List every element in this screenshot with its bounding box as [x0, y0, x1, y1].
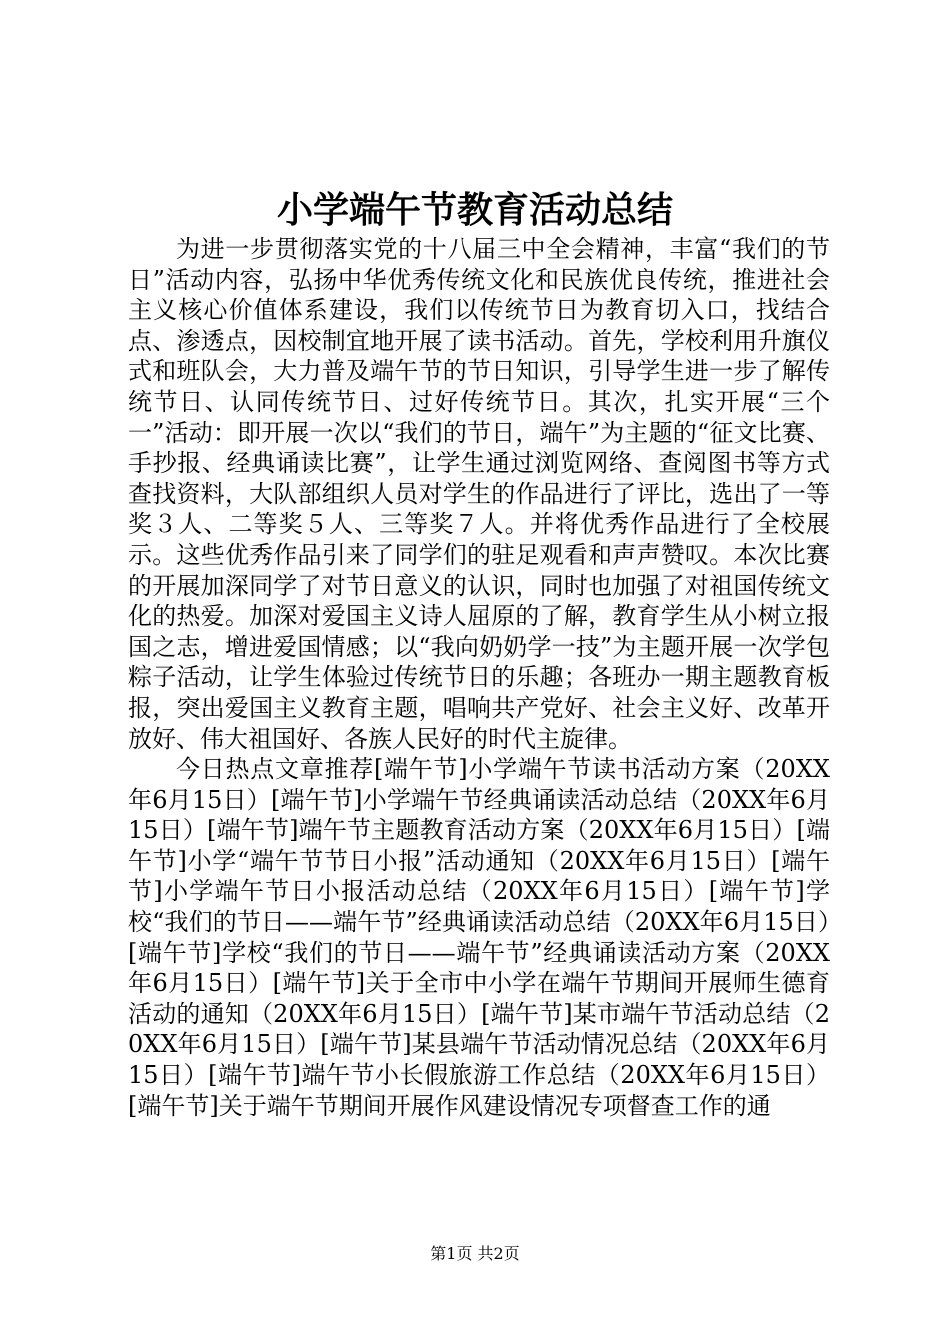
document-title: 小学端午节教育活动总结 — [276, 189, 673, 231]
body-paragraph-summary: 为进一步贯彻落实党的十八届三中全会精神，丰富“我们的节日”活动内容，弘扬中华优秀传统文化和民族优良传统，推进社会主义核心价值体系建设，我们以传统节日为教育切入口，找结合点、渗透点，因校制宜地开展了读书活动。首先，学校利用升旗仪式和班队会，大力普及端午节的节日知识，引导学生进一步了解传统节日、认同传统节日、过好传统节日。其次，扎实开展“三个一”活动：即开展一次以“我们的节日，端午”为主题的“征文比赛、手抄报、经典诵读比赛”，让学生通过浏览网络、查阅图书等方式查找资料，大队部组织人员对学生的作品进行了评比，选出了一等奖３人、二等奖５人、三等奖７人。并将优秀作品进行了全校展示。这些优秀作品引来了同学们的驻足观看和声声赞叹。本次比赛的开展加深同学了对节日意义的认识，同时也加强了对祖国传统文化的热爱。加深对爱国主义诗人屈原的了解，教育学生从小树立报国之志，增进爱国情感；以“我向奶奶学一技”为主题开展一次学包粽子活动，让学生体验过传统节日的乐趣；各班办一期主题教育板报，突出爱国主义教育主题，唱响共产党好、社会主义好、改革开放好、伟大祖国好、各族人民好的时代主旋律。 — [128, 235, 830, 753]
document-body — [128, 234, 830, 1121]
body-paragraph-recommendations: 今日热点文章推荐[端午节]小学端午节读书活动方案（20XX年6月15日）[端午节]小学端午节经典诵读活动总结（20XX年6月15日）[端午节]端午节主题教育活动方案（20XX年6月15日）[端午节]小学“端午节节日小报”活动通知（20XX年6月15日）[端午节]小学端午节日小报活动总结（20XX年6月15日）[端午节]学校“我们的节日——端午节”经典诵读活动总结（20XX年6月15日）[端午节]学校“我们的节日——端午节”经典诵读活动方案（20XX年6月15日）[端午节]关于全市中小学在端午节期间开展师生德育活动的通知（20XX年6月15日）[端午节]某市端午节活动总结（20XX年6月15日）[端午节]某县端午节活动情况总结（20XX年6月15日）[端午节]端午节小长假旅游工作总结（20XX年6月15日）[端午节]关于端午节期间开展作风建设情况专项督查工作的通 — [128, 755, 830, 1120]
page-footer: 第1页 共2页 — [430, 1244, 520, 1263]
